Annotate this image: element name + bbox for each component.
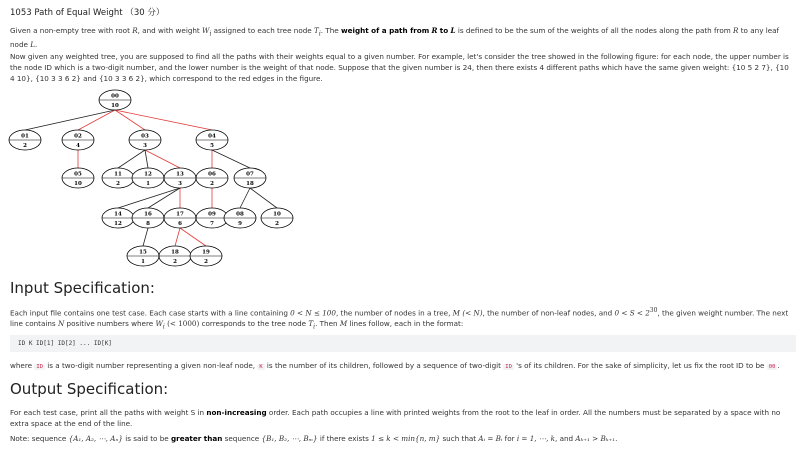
tree-node-00 xyxy=(99,90,131,110)
output-spec-heading: Output Specification: xyxy=(10,380,169,398)
tree-nodes xyxy=(9,90,293,266)
tree-node-id: 11 xyxy=(114,171,122,178)
tree-edge-17-18-red xyxy=(175,228,180,246)
tree-edge-03-13-red xyxy=(145,150,180,168)
tree-node-weight: 2 xyxy=(116,181,120,187)
tree-node-weight: 3 xyxy=(143,143,147,149)
tree-node-weight: 9 xyxy=(238,221,242,227)
tree-edge-17-19-red xyxy=(180,228,206,246)
tree-edge-16-15 xyxy=(143,228,148,246)
tree-node-id: 18 xyxy=(171,249,179,256)
tree-node-weight: 4 xyxy=(76,143,80,149)
tree-node-id: 17 xyxy=(176,211,184,218)
tree-node-id: 19 xyxy=(202,249,210,256)
tree-node-01 xyxy=(9,130,41,150)
tree-node-weight: 10 xyxy=(74,181,82,187)
tree-node-12 xyxy=(132,168,164,188)
tree-node-07 xyxy=(234,168,266,188)
tree-node-id: 08 xyxy=(236,211,244,218)
tree-node-weight: 10 xyxy=(111,103,119,109)
tree-node-weight: 12 xyxy=(114,221,122,227)
output-spec-paragraph: For each test case, print all the paths with weight S in non-increasing order. Each path occupies a line with printed weights from the root to the leaf in order. All the numbers must be separated by a space with no extra space at the end of the line. xyxy=(10,408,781,428)
tree-node-15 xyxy=(127,246,159,266)
tree-node-weight: 3 xyxy=(178,181,182,187)
tree-node-id: 10 xyxy=(273,211,281,218)
tree-node-id: 07 xyxy=(246,171,254,178)
tree-edge-03-11 xyxy=(118,150,145,168)
problem-title-text: 1053 Path of Equal Weight xyxy=(10,8,123,18)
tree-node-weight: 1 xyxy=(141,259,145,265)
tree-node-weight: 7 xyxy=(210,221,214,227)
tree-node-id: 14 xyxy=(114,211,122,218)
tree-node-id: 03 xyxy=(141,133,149,140)
tree-edge-00-01 xyxy=(25,110,115,130)
tree-node-id: 00 xyxy=(111,93,119,100)
tree-node-weight: 5 xyxy=(210,143,214,149)
tree-node-08 xyxy=(224,208,256,228)
tree-node-04 xyxy=(196,130,228,150)
input-format-code-block: ID K ID[1] ID[2] ... ID[K] xyxy=(10,335,796,352)
tree-edge-04-07 xyxy=(212,150,250,168)
tree-node-19 xyxy=(190,246,222,266)
input-spec-where-line: where ID is a two-digit number representing a given non-leaf node, K is the number of its children, followed by a sequence of two-digit ID 's of its children. For the sake of simplicity, let us fix the root ID to be 00 . xyxy=(10,361,780,370)
tree-node-weight: 2 xyxy=(210,181,214,187)
tree-node-weight: 2 xyxy=(275,221,279,227)
tree-node-09 xyxy=(196,208,228,228)
output-spec-note: Note: sequence {A₁, A₂, ⋯, Aₙ} is said to be greater than sequence {B₁, B₂, ⋯, Bₘ} if there exists 1 ≤ k < min{n, m} such that Aᵢ = Bᵢ for i = 1, ⋯, k, and Aₖ₊₁ > Bₖ₊₁. xyxy=(10,434,618,443)
tree-node-id: 09 xyxy=(208,211,216,218)
problem-score: （30 分） xyxy=(125,8,165,18)
inline-code-root: 00 xyxy=(768,364,776,370)
tree-node-id: 12 xyxy=(144,171,152,178)
tree-edge-07-10 xyxy=(250,188,277,208)
tree-node-02 xyxy=(62,130,94,150)
inline-code-k: K xyxy=(259,364,263,370)
tree-edge-03-12 xyxy=(145,150,148,168)
tree-node-id: 05 xyxy=(74,171,82,178)
tree-node-03 xyxy=(129,130,161,150)
tree-edge-13-14 xyxy=(118,188,180,208)
tree-node-11 xyxy=(102,168,134,188)
tree-node-id: 06 xyxy=(208,171,216,178)
tree-node-id: 16 xyxy=(144,211,152,218)
inline-code-id-2: ID xyxy=(505,364,512,370)
tree-node-weight: 8 xyxy=(146,221,150,227)
tree-node-weight: 6 xyxy=(178,221,182,227)
tree-edge-07-08 xyxy=(240,188,250,208)
tree-node-id: 01 xyxy=(21,133,29,140)
tree-node-10 xyxy=(261,208,293,228)
tree-edge-00-02-red xyxy=(78,110,115,130)
tree-node-06 xyxy=(196,168,228,188)
tree-node-weight: 2 xyxy=(173,259,177,265)
tree-node-weight: 1 xyxy=(146,181,150,187)
tree-node-17 xyxy=(164,208,196,228)
tree-node-id: 15 xyxy=(139,249,147,256)
tree-edge-13-16 xyxy=(148,188,180,208)
description-paragraph-1: Given a non-empty tree with root R, and with weight $W_i$ assigned to each tree node $T_i$. The weight of a path from R to L is defined to be the sum of the weights of all the nodes along the path from R to any leaf node L. xyxy=(10,26,780,50)
tree-node-14 xyxy=(102,208,134,228)
tree-node-05 xyxy=(62,168,94,188)
input-spec-heading: Input Specification: xyxy=(10,279,155,297)
tree-node-13 xyxy=(164,168,196,188)
description-paragraph-2: Now given any weighted tree, you are supposed to find all the paths with their weights equal to a given number. For example, let's consider the tree showed in the following figure: for each node, the upper number is the node ID which is a two-digit number, and the lower number is the weight of that node. Suppose that the given number is 24, then there exists 4 different paths which have the same given weight: {10 5 2 7}, {10 4 10}, {10 3 3 6 2} and {10 3 3 6 2}, which correspond to the red edges in the figure. xyxy=(10,52,789,83)
tree-node-id: 04 xyxy=(208,133,216,140)
inline-code-id: ID xyxy=(36,364,43,370)
tree-node-16 xyxy=(132,208,164,228)
tree-node-18 xyxy=(159,246,191,266)
tree-node-weight: 2 xyxy=(23,143,27,149)
input-spec-paragraph: Each input file contains one test case. Each case starts with a line containing 0 < N ≤ 100, the number of nodes in a tree, M (< N), the number of non-leaf nodes, and $0 < S < 2^{30}$, the given weight number. The next line contains N positive numbers where $W_i$ (< 1000) corresponds to the tree node $T_i$. Then M lines follow, each in the format: xyxy=(10,307,789,331)
tree-node-weight: 18 xyxy=(246,181,254,187)
tree-node-id: 02 xyxy=(74,133,82,140)
tree-node-weight: 2 xyxy=(204,259,208,265)
tree-node-id: 13 xyxy=(176,171,184,178)
